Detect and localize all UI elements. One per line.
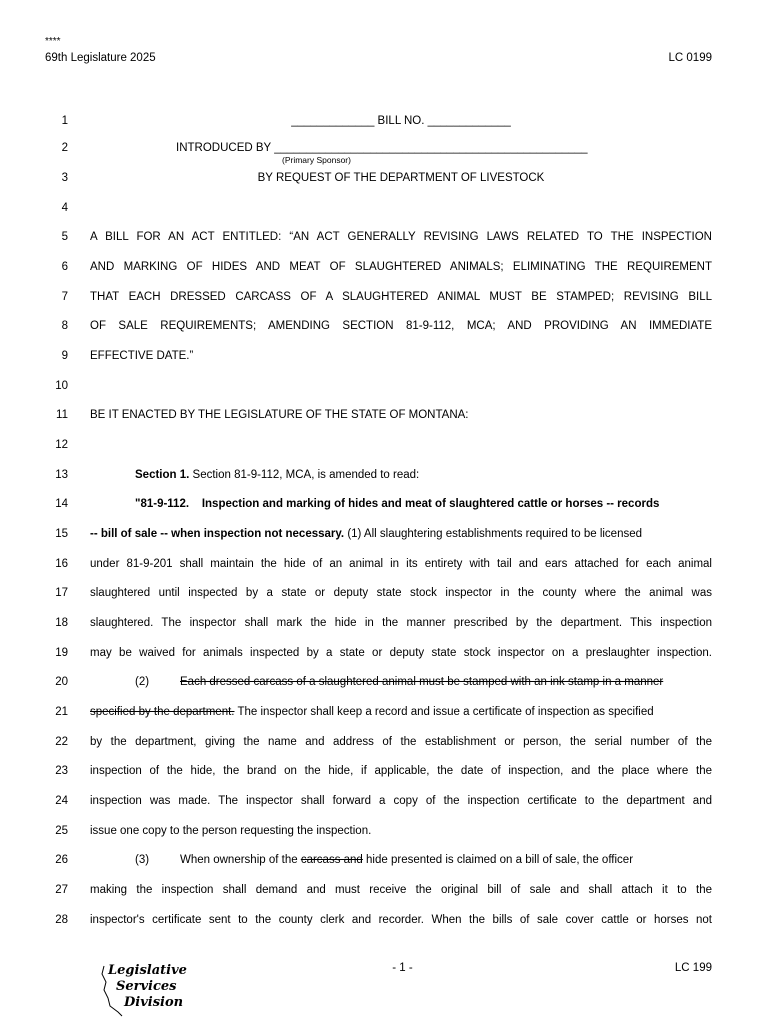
bill-line [0, 318, 770, 334]
statute-body: issue one copy to the person requesting the inspection. [90, 825, 372, 837]
title-text: EFFECTIVE DATE.” [90, 350, 194, 362]
line-number: 5 [61, 231, 68, 243]
line-number: 9 [61, 350, 68, 362]
footer-lc-number: LC 199 [674, 962, 712, 974]
struck-text: specified by the department. [90, 706, 235, 718]
logo-line-1: Legislative [108, 963, 187, 978]
bill-line [0, 763, 770, 779]
statute-text: hide presented is claimed on a bill of sale, the officer [362, 854, 634, 866]
bill-line [0, 229, 770, 245]
line-number: 26 [55, 854, 68, 866]
bill-line [0, 113, 770, 129]
bill-line [0, 259, 770, 275]
statute-body: inspection was made. The inspector shall forward a copy of the inspection certificate to the department and [90, 795, 712, 807]
statute-title: "81-9-112. Inspection and marking of hides and meat of slaughtered cattle or horses -- records [135, 498, 660, 510]
line-number: 17 [55, 587, 68, 599]
bill-line [0, 674, 770, 690]
statute-body: slaughtered. The inspector shall mark the hide in the manner prescribed by the department. This inspection [90, 617, 712, 629]
bill-line [0, 882, 770, 898]
page-number: - 1 - [392, 962, 413, 974]
line-number: 14 [55, 498, 68, 510]
bill-line [0, 378, 770, 394]
bill-line [0, 645, 770, 661]
subsection-number: (2) [135, 676, 150, 688]
title-text: OF SALE REQUIREMENTS; AMENDING SECTION 81-9-112, MCA; AND PROVIDING AN IMMEDIATE [90, 320, 712, 332]
line-number: 23 [55, 765, 68, 777]
line-number: 10 [55, 380, 68, 392]
line-number: 4 [61, 202, 68, 214]
statute-body: by the department, giving the name and address of the establishment or person, the serial number of the [90, 736, 712, 748]
line-number: 20 [55, 676, 68, 688]
line-number: 16 [55, 558, 68, 570]
section-label: Section 1. [135, 469, 190, 481]
section-text: Section 81-9-112, MCA, is amended to read: [189, 469, 420, 481]
bill-line [0, 734, 770, 750]
bill-line [0, 556, 770, 572]
statute-body: making the inspection shall demand and must receive the original bill of sale and shall attach it to the [90, 884, 712, 896]
title-text: AND MARKING OF HIDES AND MEAT OF SLAUGHTERED ANIMALS; ELIMINATING THE REQUIREMENT [90, 261, 712, 273]
line-number: 28 [55, 914, 68, 926]
by-request-line: BY REQUEST OF THE DEPARTMENT OF LIVESTOCK [257, 172, 545, 184]
line-number: 3 [61, 172, 68, 184]
bill-line [0, 912, 770, 928]
bill-line [0, 585, 770, 601]
statute-body: under 81-9-201 shall maintain the hide of an animal in its entirety with tail and ears attached for each animal [90, 558, 712, 570]
line-number: 8 [61, 320, 68, 332]
bill-line [0, 704, 770, 720]
line-number: 18 [55, 617, 68, 629]
statute-heading [90, 496, 712, 512]
line-number: 13 [55, 469, 68, 481]
legislature-session: 69th Legislature 2025 [45, 52, 156, 64]
bill-line [0, 615, 770, 631]
statute-title-cont: -- bill of sale -- when inspection not necessary. [90, 528, 345, 540]
struck-text: carcass and [300, 854, 363, 866]
bill-line [0, 170, 770, 186]
bill-line [0, 407, 770, 423]
bill-line [0, 526, 770, 542]
bill-line [0, 437, 770, 453]
bill-line [0, 467, 770, 483]
statute-body [90, 704, 712, 720]
bill-line [0, 140, 770, 156]
line-number: 27 [55, 884, 68, 896]
introduced-by-line: INTRODUCED BY _________________________________________________ [176, 142, 588, 154]
statute-body: may be waived for animals inspected by a state or deputy state stock inspector on a preslaughter inspection. [90, 647, 712, 659]
bill-line [0, 348, 770, 364]
subsection-number: (3) [135, 854, 150, 866]
primary-sponsor-label: (Primary Sponsor) [282, 155, 351, 165]
statute-body [90, 674, 712, 690]
section-heading [90, 467, 712, 483]
line-number: 15 [55, 528, 68, 540]
bill-line [0, 793, 770, 809]
line-number: 12 [55, 439, 68, 451]
line-number: 25 [55, 825, 68, 837]
statute-body: inspector's certificate sent to the county clerk and recorder. When the bills of sale cover cattle or horses not [90, 914, 712, 926]
statute-text: The inspector shall keep a record and issue a certificate of inspection as specified [234, 706, 654, 718]
line-number: 22 [55, 736, 68, 748]
bill-line [0, 852, 770, 868]
statute-body [90, 852, 712, 868]
line-number: 21 [55, 706, 68, 718]
struck-text: Each dressed carcass of a slaughtered animal must be stamped with an ink stamp in a manner [180, 676, 664, 688]
line-number: 1 [61, 115, 68, 127]
header-stars: **** [45, 36, 61, 47]
logo-line-3: Division [124, 995, 184, 1010]
statute-body: (1) All slaughtering establishments required to be licensed [344, 528, 643, 540]
line-number: 7 [61, 291, 68, 303]
line-number: 24 [55, 795, 68, 807]
title-text: A BILL FOR AN ACT ENTITLED: “AN ACT GENERALLY REVISING LAWS RELATED TO THE INSPECTION [90, 231, 712, 243]
logo-line-2: Services [116, 979, 177, 994]
bill-line [0, 200, 770, 216]
statute-text: When ownership of the [180, 854, 301, 866]
line-number: 2 [61, 142, 68, 154]
bill-line [0, 289, 770, 305]
lc-number: LC 0199 [668, 52, 712, 64]
statute-body: slaughtered until inspected by a state or deputy state stock inspector in the county where the animal was [90, 587, 712, 599]
title-text: THAT EACH DRESSED CARCASS OF A SLAUGHTERED ANIMAL MUST BE STAMPED; REVISING BILL [90, 291, 712, 303]
statute-body: inspection of the hide, the brand on the hide, if applicable, the date of inspection, and the place where the [90, 765, 712, 777]
statute-text [90, 526, 712, 542]
line-number: 19 [55, 647, 68, 659]
enacting-clause: BE IT ENACTED BY THE LEGISLATURE OF THE STATE OF MONTANA: [90, 409, 469, 421]
bill-no-line: _____________ BILL NO. _____________ [291, 115, 511, 127]
line-number: 11 [56, 409, 68, 421]
bill-line [0, 823, 770, 839]
line-number: 6 [61, 261, 68, 273]
bill-line [0, 496, 770, 512]
